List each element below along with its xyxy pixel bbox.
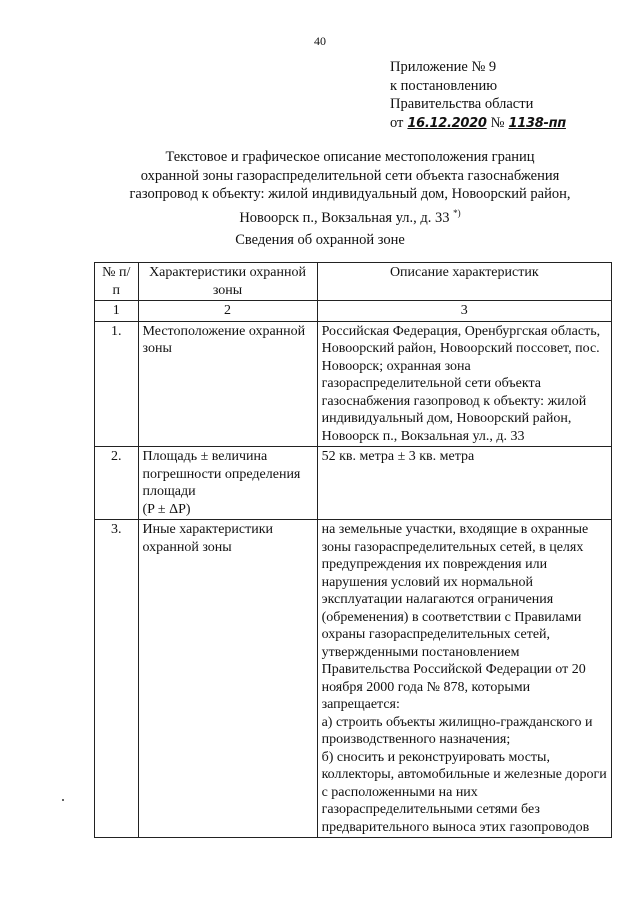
row-number: 1. <box>95 321 139 447</box>
row-number: 3. <box>95 520 139 838</box>
index-cell-3: 3 <box>317 301 611 322</box>
appendix-line-2: к постановлению <box>390 77 498 94</box>
appendix-line-1: Приложение № 9 <box>390 59 497 75</box>
row-characteristic-formula: (P ± ΔP) <box>142 501 191 517</box>
table-row <box>95 321 612 447</box>
scan-dot <box>62 799 64 801</box>
footnote-mark: *) <box>453 207 461 218</box>
row-characteristic: Иные характеристики охранной зоны <box>138 520 317 838</box>
handwritten-date: 16.12.2020 <box>407 115 487 131</box>
title-line-4-text: Новоорск п., Вокзальная ул., д. 33 <box>239 209 450 226</box>
number-label: № <box>490 114 505 131</box>
row-characteristic-text: Площадь ± величина погрешности определения площади <box>142 449 301 499</box>
document-title <box>80 148 620 227</box>
from-label: от <box>390 114 404 131</box>
table-row <box>95 447 612 520</box>
protection-zone-table <box>94 262 612 838</box>
row-characteristic: Местоположение охранной зоны <box>138 321 317 447</box>
row-description-item-a: а) строить объекты жилищно-гражданского и производственного назначения; <box>321 714 593 747</box>
table-row <box>95 520 612 838</box>
row-number: 2. <box>95 447 139 520</box>
index-cell-1: 1 <box>95 301 139 322</box>
handwritten-number: 1138-пп <box>508 115 566 131</box>
title-line-3: газопровод к объекту: жилой индивидуальный дом, Новоорский район, <box>129 186 571 202</box>
appendix-block <box>390 58 570 133</box>
title-line-4 <box>80 204 620 227</box>
row-description: 52 кв. метра ± 3 кв. метра <box>317 447 611 520</box>
row-description: Российская Федерация, Оренбургская область, Новоорский район, Новоорский поссовет, пос. Новоорск; охранная зона газораспределительной сети объекта газоснабжения газопровод к объекту: жилой индивидуальный дом, Новоорский район, Новоорск п., Вокзальная ул., д. 33 <box>317 321 611 447</box>
row-description-intro: на земельные участки, входящие в охранные зоны газораспределительных сетей, в целях предупреждения их повреждения или нарушения условий их нормальной эксплуатации налагаются ограничения (обременения) в соответствии с Правилами охраны газораспределительных сетей, утвержденными постановлением Правительства Российской Федерации от 20 ноября 2000 года № 878, которыми запрещается: <box>321 522 589 712</box>
title-line-2: охранной зоны газораспределительной сети объекта газоснабжения <box>140 167 560 184</box>
page-number: 40 <box>314 34 326 48</box>
title-line-1: Текстовое и графическое описание местоположения границ <box>165 149 535 165</box>
table-header-row <box>95 263 612 301</box>
appendix-line-3: Правительства области <box>390 96 534 112</box>
row-characteristic <box>138 447 317 520</box>
header-characteristics: Характеристики охранной зоны <box>138 263 317 301</box>
appendix-date-line <box>390 114 570 134</box>
row-description-item-b: б) сносить и реконструировать мосты, коллекторы, автомобильные и железные дороги с расположенными на них газораспределительными сетями без предварительного выноса этих газопроводов <box>321 749 607 835</box>
table-index-row <box>95 301 612 322</box>
header-description: Описание характеристик <box>317 263 611 301</box>
header-number: № п/п <box>95 263 139 301</box>
row-description <box>317 520 611 838</box>
section-title: Сведения об охранной зоне <box>235 232 405 248</box>
index-cell-2: 2 <box>138 301 317 322</box>
